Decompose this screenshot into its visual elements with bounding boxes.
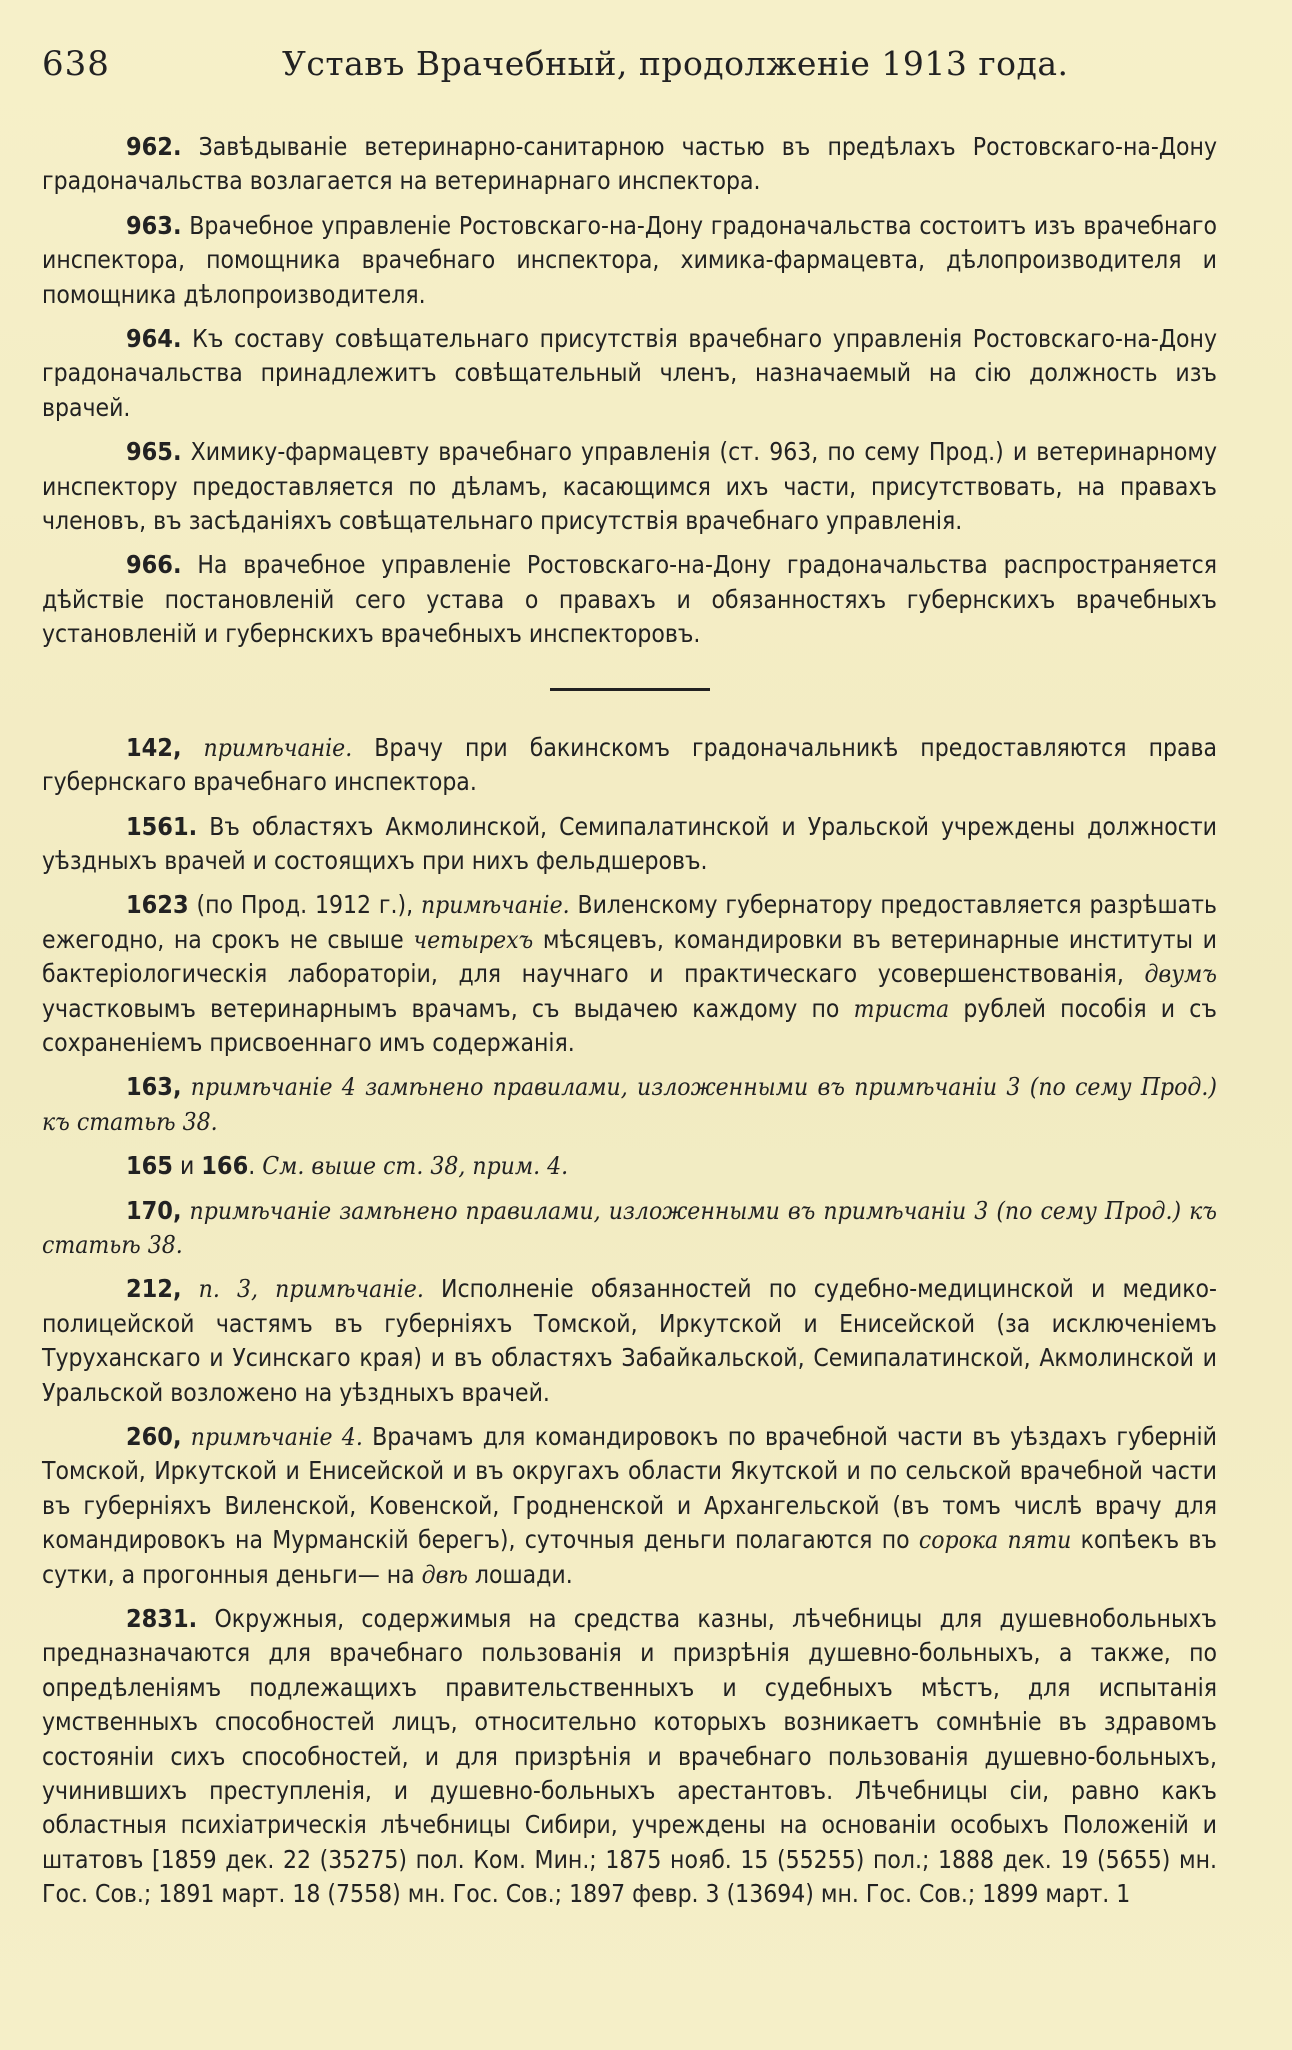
article-number: 962. — [126, 132, 182, 161]
amendment-paragraph — [42, 1420, 1217, 1592]
amendment-paragraph — [42, 1194, 1217, 1263]
section-rostov-articles — [42, 130, 1217, 652]
page-header — [42, 44, 1250, 94]
article-text: Виленскому губернатору предоставляется разрѣшать ежегодно, на срокъ не свыше — [42, 890, 1217, 954]
italic-text: примѣчаніе замѣнено правилами, изложенными въ примѣчаніи 3 (по сему Прод.) къ статьѣ 38. — [42, 1195, 1217, 1259]
article-text: мѣсяцевъ, командировки въ ветеринарные институты и бактеріологическія лабораторіи, для научнаго и практическаго усовершенствованія, — [42, 924, 1218, 989]
italic-text: примѣчаніе. — [420, 890, 570, 920]
article-number: 163, — [126, 1072, 182, 1102]
italic-text: примѣчаніе 4 замѣнено правилами, изложенными въ примѣчаніи 3 (по сему Прод.) къ статьѣ 38. — [42, 1072, 1217, 1136]
article-number: 260, — [126, 1422, 182, 1451]
italic-text: См. выше ст. 38, — [262, 1151, 466, 1181]
article-text: 166 — [201, 1151, 249, 1181]
article-paragraph — [42, 322, 1217, 425]
article-number: 964. — [126, 324, 182, 354]
article-number: 212, — [126, 1274, 182, 1304]
amendment-paragraph — [42, 1272, 1217, 1410]
article-text: Къ составу совѣщательнаго присутствія врачебнаго управленія Ростовскаго-на-Дону градоначальства принадлежитъ совѣщательный членъ, назначаемый на сію должность изъ врачей. — [42, 324, 1217, 422]
article-number: 170, — [126, 1195, 182, 1225]
article-text: участковымъ ветеринарнымъ врачамъ, съ выдачею каждому по — [42, 993, 854, 1023]
article-text: и — [172, 1151, 202, 1181]
article-text: . — [248, 1151, 263, 1181]
italic-text: примѣчаніе 4. — [181, 1422, 363, 1451]
article-number: 165 — [126, 1151, 173, 1181]
article-number: 2831. — [126, 1604, 198, 1634]
article-number: 1561. — [126, 811, 198, 841]
amendment-paragraph — [42, 1602, 1217, 1912]
article-text: Врачу при бакинскомъ градоначальникѣ предоставляются права губернскаго врачебнаго инспектора. — [42, 732, 1218, 797]
amendment-paragraph — [42, 810, 1217, 879]
article-text: На врачебное управленіе Ростовскаго-на-Дону градоначальства распространяется дѣйствіе постановленій сего устава о правахъ и обязанностяхъ губернскихъ врачебныхъ установленій и губернскихъ врачебныхъ инспекторовъ. — [42, 550, 1217, 649]
page-body — [42, 130, 1217, 1912]
article-paragraph — [42, 435, 1217, 538]
italic-text: примѣчаніе. — [181, 732, 353, 762]
article-text: Въ областяхъ Акмолинской, Семипалатинской и Уральской учреждены должности уѣздныхъ врачей и состоящихъ при нихъ фельдшеровъ. — [42, 811, 1217, 875]
article-number: 965. — [126, 437, 182, 467]
page-number: 638 — [42, 44, 110, 84]
italic-text: двумъ — [1144, 959, 1217, 989]
amendment-paragraph — [42, 731, 1217, 800]
italic-text: сорока пяти — [918, 1525, 1072, 1555]
article-text: рублей пособія и съ сохраненіемъ присвоеннаго имъ содержанія. — [42, 993, 1217, 1057]
article-paragraph — [42, 130, 1217, 199]
article-text: Окружныя, содержимыя на средства казны, лѣчебницы для душевнобольныхъ предназначаются для врачебнаго пользованія и призрѣнія душевно-больныхъ, а также, по опредѣленіямъ подлежащихъ правительственныхъ и судебныхъ мѣстъ, для испытанія умственныхъ способностей лицъ, относительно которыхъ возникаетъ сомнѣніе въ здравомъ состояніи сихъ способностей, и для призрѣнія и врачебнаго пользованія душевно-больныхъ, учинившихъ преступленія, и душевно-больныхъ арестантовъ. Лѣчебницы сіи, равно какъ областныя психіатрическія лѣчебницы Сибири, учреждены на основаніи особыхъ Положеній и штатовъ [1859 дек. 22 (35275) пол. Ком. Мин.; 1875 нояб. 15 (55255) пол.; 1888 дек. 19 (5655) мн. Гос. Сов.; 1891 март. 18 (7558) мн. Гос. Сов.; 1897 февр. 3 (13694) мн. Гос. Сов.; 1899 март. 1 — [42, 1604, 1217, 1909]
amendment-paragraph — [42, 888, 1217, 1060]
article-paragraph — [42, 548, 1217, 651]
article-text: Врачамъ для командировокъ по врачебной части въ уѣздахъ губерній Томской, Иркутской и Енисейской и въ округахъ области Якутской и по сельской врачебной части въ губерніяхъ Виленской, Ковенской, Гродненской и Архангельской (въ томъ числѣ врачу для командировокъ на Мурманскій берегъ), суточныя деньги полагаются по — [42, 1422, 1217, 1555]
article-number: 142, — [126, 732, 182, 762]
article-text: Исполненіе обязанностей по судебно-медицинской и медико-полицейской частямъ въ губерніяхъ Томской, Иркутской и Енисейской (за исключеніемъ Туруханскаго и Усинскаго края) и въ областяхъ Забайкальской, Семипалатинской, Акмолинской и Уральской возложено на уѣздныхъ врачей. — [42, 1274, 1217, 1407]
article-text: Химику-фармацевту врачебнаго управленія (ст. 963, по сему Прод.) и ветеринарному инспектору предоставляется по дѣламъ, касающимся ихъ части, присутствовать, на правахъ членовъ, въ засѣданіяхъ совѣщательнаго присутствія врачебнаго управленія. — [42, 437, 1217, 536]
italic-text: двѣ — [421, 1559, 468, 1589]
section-separator-rule — [550, 688, 710, 691]
article-text: Завѣдываніе ветеринарно-санитарною частью въ предѣлахъ Ростовскаго-на-Дону градоначальства возлагается на ветеринарнаго инспектора. — [42, 132, 1217, 196]
section-amendments — [42, 731, 1217, 1912]
italic-text: триста — [853, 993, 950, 1023]
running-title: Уставъ Врачебный, продолженіе 1913 года. — [282, 44, 1069, 83]
italic-text: прим. 4. — [465, 1151, 569, 1181]
article-paragraph — [42, 209, 1217, 312]
article-text: копѣекъ въ сутки, а прогонныя деньги— на — [42, 1525, 1218, 1589]
article-number: 1623 — [126, 890, 189, 920]
amendment-paragraph — [42, 1070, 1217, 1139]
article-number: 966. — [126, 550, 182, 580]
italic-text: п. 3, примѣчаніе. — [181, 1274, 424, 1304]
article-text: (по Прод. 1912 г.), — [188, 890, 421, 920]
article-text: лошади. — [467, 1559, 573, 1589]
italic-text: четырехъ — [413, 924, 534, 954]
amendment-paragraph — [42, 1149, 1217, 1183]
article-number: 963. — [126, 210, 182, 240]
article-text: Врачебное управленіе Ростовскаго-на-Дону градоначальства состоитъ изъ врачебнаго инспектора, помощника врачебнаго инспектора, химика-фармацевта, дѣлопроизводителя и помощника дѣлопроизводителя. — [42, 210, 1217, 309]
